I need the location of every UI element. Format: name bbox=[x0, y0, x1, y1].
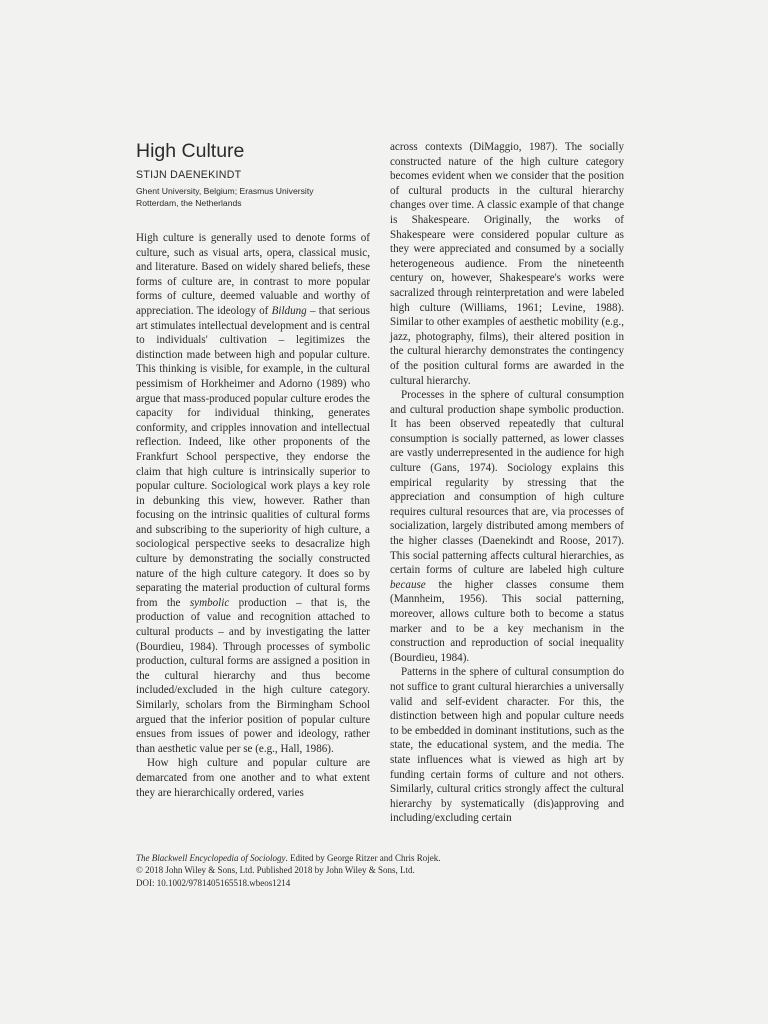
right-paragraph-2 bbox=[390, 388, 624, 665]
text-run: High culture is generally used to denote forms of culture, such as visual arts, opera, classical music, and literature. Based on widely shared beliefs, these forms of culture are, in contrast to more popular forms of culture, deemed valuable and worthy of appreciation. The ideology of bbox=[136, 232, 370, 317]
italic-run: Bildung bbox=[271, 304, 307, 317]
article-title: High Culture bbox=[136, 140, 245, 162]
left-column bbox=[136, 140, 370, 800]
citation-footer bbox=[136, 852, 636, 889]
italic-run: because bbox=[390, 578, 426, 591]
text-run: Processes in the sphere of cultural consumption and cultural production shape symbolic production. It has been observed repeatedly that cultural consumption is socially patterned, as lower classes are vastly underrepresented in the audience for high culture (Gans, 1974). Sociology explains this empirical regularity by stressing that the appreciation and consumption of high culture requires cultural resources that are, via processes of socialization, largely distributed among members of the higher classes (Daenekindt and Roose, 2017). This social patterning affects cultural hierarchies, as certain forms of culture are labeled high culture bbox=[390, 389, 624, 577]
footer-line-1 bbox=[136, 852, 636, 864]
affiliation-line-2: Rotterdam, the Netherlands bbox=[136, 198, 242, 208]
author-name: STIJN DAENEKINDT bbox=[136, 169, 242, 181]
text-run: . Edited by George Ritzer and Chris Rojek. bbox=[285, 853, 441, 863]
right-paragraph-1: across contexts (DiMaggio, 1987). The socially constructed nature of the high culture category becomes evident when we consider that the position of cultural products in the cultural hierarchy changes over time. A classic example of that change is Shakespeare. Originally, the works of Shakespeare were considered popular culture as they were appreciated and consumed by a socially heterogeneous audience. From the nineteenth century on, however, Shakespeare's works were sacralized through reinterpretation and were labeled high culture (Williams, 1961; Levine, 1988). Similar to other examples of aesthetic mobility (e.g., jazz, photography, films), their altered position in the cultural hierarchy demonstrates the contingency of the position cultural forms are awarded in the cultural hierarchy. bbox=[390, 141, 624, 387]
affiliation-line-1: Ghent University, Belgium; Erasmus University bbox=[136, 186, 314, 196]
footer-line-2: © 2018 John Wiley & Sons, Ltd. Published 2018 by John Wiley & Sons, Ltd. bbox=[136, 865, 415, 876]
left-column-body bbox=[136, 231, 370, 800]
italic-run: symbolic bbox=[189, 596, 230, 609]
text-run: the higher classes consume them (Mannheim, 1956). This social patterning, moreover, allows culture both to become a status marker and to be a key mechanism in the construction and reproduction of social inequality (Bourdieu, 1984). bbox=[390, 578, 624, 664]
text-run: production – that is, the production of value and recognition attached to cultural products – and by investigating the latter (Bourdieu, 1984). Through processes of symbolic production, cultural forms are assigned a position in the cultural hierarchy and thus become included/excluded in the high culture category. Similarly, scholars from the Birmingham School argued that the inferior position of popular culture ensues from issues of power and ideology, rather than aesthetic value per se (e.g., Hall, 1986). bbox=[136, 596, 370, 755]
encyclopedia-title: The Blackwell Encyclopedia of Sociology bbox=[136, 853, 286, 863]
footer-doi: DOI: 10.1002/9781405165518.wbeos1214 bbox=[136, 877, 291, 888]
author-affiliation bbox=[136, 185, 370, 209]
right-paragraph-3: Patterns in the sphere of cultural consumption do not suffice to grant cultural hierarchies a universally valid and self-evident character. For this, the distinction between high and popular culture needs to be embedded in dominant institutions, such as the state, the educational system, and the media. The state influences what is viewed as high art by funding certain forms of culture and not others. Similarly, cultural critics strongly affect the cultural hierarchy by systematically (dis)approving and including/excluding certain bbox=[390, 666, 624, 825]
right-column bbox=[390, 140, 624, 826]
left-paragraph-1 bbox=[136, 231, 370, 756]
left-paragraph-2: How high culture and popular culture are demarcated from one another and to what extent they are hierarchically ordered, varies bbox=[136, 757, 370, 799]
text-run: – that serious art stimulates intellectual development and is central to individuals' cultivation – legitimizes the distinction made between high and popular culture. This thinking is visible, for example, in the cultural pessimism of Horkheimer and Adorno (1989) who argue that mass-produced popular culture erodes the capacity for individual thinking, generates conformity, and cripples innovation and intellectual reflection. Indeed, like other proponents of the Frankfurt School perspective, they endorse the claim that high culture is intrinsically superior to popular culture. Sociological work plays a key role in debunking this view, however. Rather than focusing on the intrinsic qualities of cultural forms and subscribing to the superiority of high culture, a sociological perspective seeks to desacralize high culture by demonstrating the socially constructed nature of the high culture category. It does so by separating the material production of cultural forms from the bbox=[136, 304, 370, 609]
